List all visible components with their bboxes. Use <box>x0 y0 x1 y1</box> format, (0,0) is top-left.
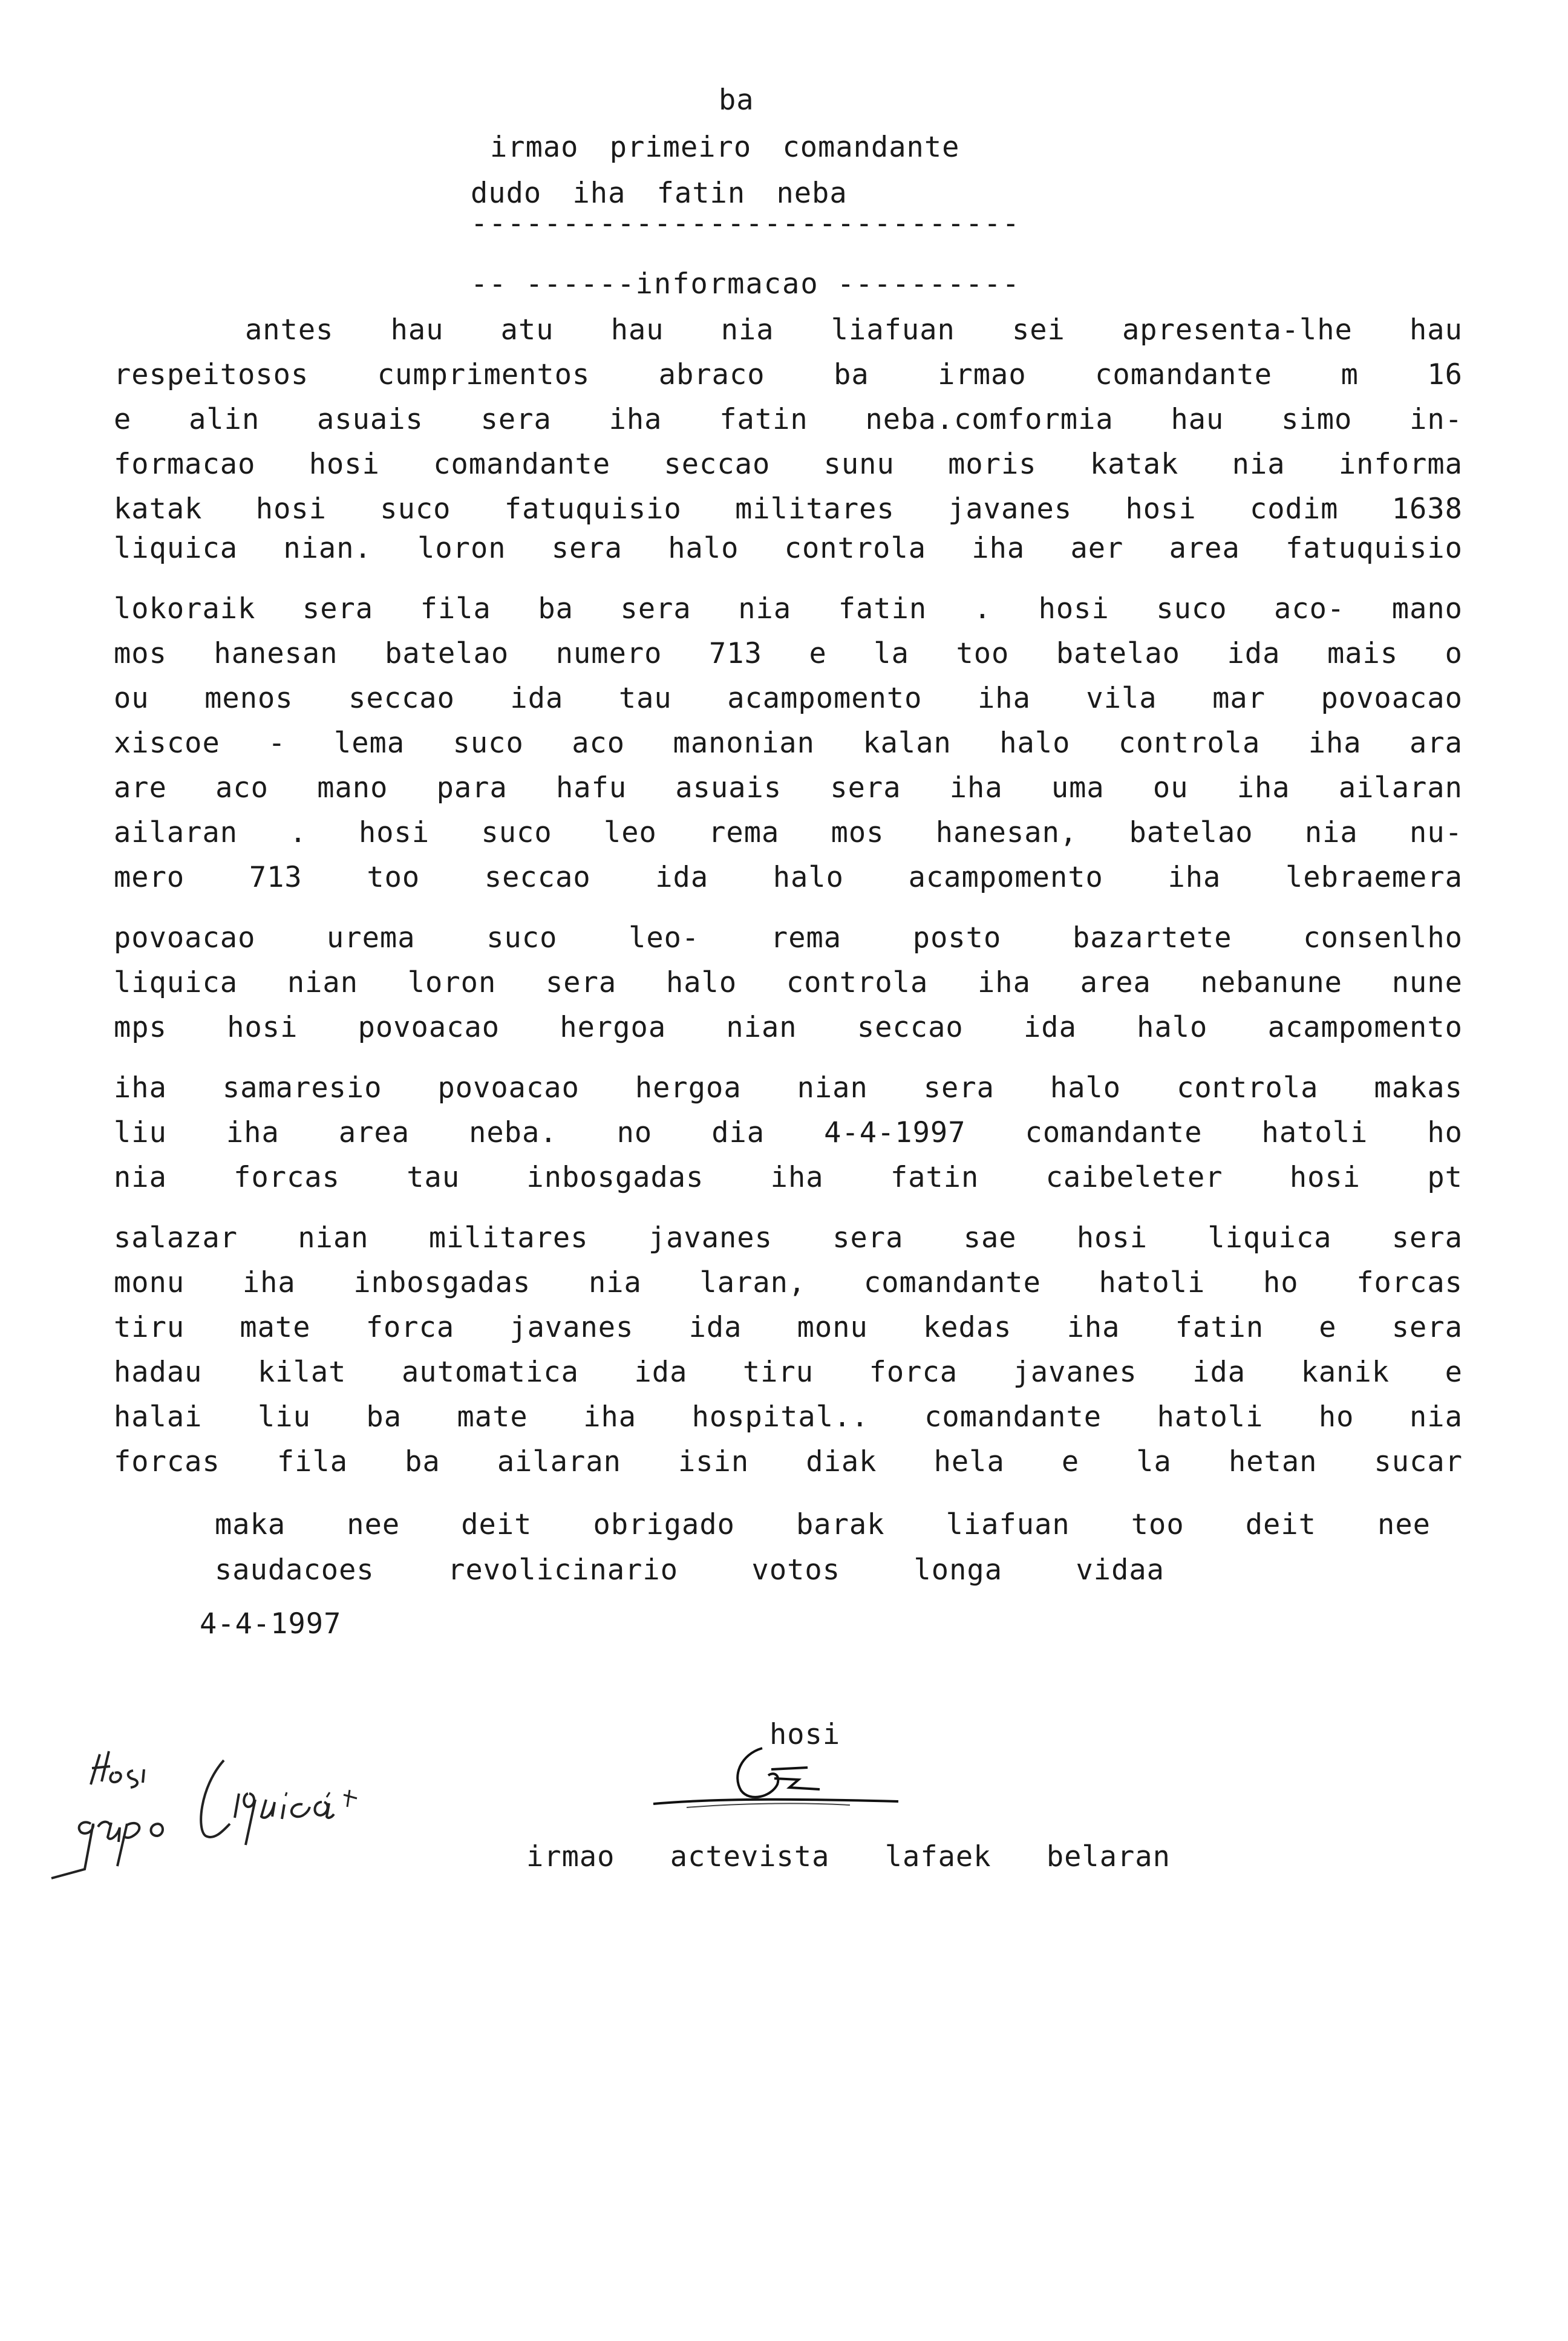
word: militares <box>735 492 895 526</box>
word: consenlho <box>1303 921 1463 955</box>
word: iha <box>242 1265 296 1299</box>
word: e <box>1061 1445 1080 1478</box>
word: 1638 <box>1391 492 1463 526</box>
closing-line <box>215 1506 1431 1543</box>
word: povoacao <box>358 1010 500 1044</box>
word: liafuan <box>946 1507 1070 1541</box>
word: asuais <box>675 771 782 805</box>
word: javanes <box>1013 1355 1137 1389</box>
word: sae <box>963 1221 1017 1255</box>
word: longa <box>913 1553 1002 1587</box>
word: diak <box>806 1445 877 1478</box>
word: la <box>1136 1445 1172 1478</box>
word: lema <box>333 726 405 760</box>
word: sera <box>830 771 901 805</box>
word: ba <box>366 1400 402 1434</box>
word: ida <box>1023 1010 1077 1044</box>
word: suco <box>486 921 558 955</box>
word: hatoli <box>1157 1400 1264 1434</box>
word: kalan <box>863 726 952 760</box>
word: loron <box>407 965 497 999</box>
word: fatuquisio <box>1285 531 1463 565</box>
word: neba. <box>469 1115 558 1149</box>
word: ara <box>1410 726 1463 760</box>
word: sunu <box>823 447 895 481</box>
word: fila <box>420 592 491 625</box>
word: kedas <box>923 1310 1012 1344</box>
word: nia <box>720 313 774 347</box>
word: liu <box>258 1400 311 1434</box>
word: dia <box>711 1115 765 1149</box>
word: sera <box>620 592 691 625</box>
word: caibeleter <box>1045 1160 1223 1194</box>
body-line <box>114 964 1463 1001</box>
word: forca <box>365 1310 455 1344</box>
body-line <box>114 859 1463 895</box>
word: monu <box>797 1310 868 1344</box>
body-line <box>114 725 1463 761</box>
word: javanes <box>648 1221 773 1255</box>
word: sucar <box>1374 1445 1463 1478</box>
word: nia <box>738 592 792 625</box>
word: nia <box>588 1265 642 1299</box>
word: hatoli <box>1261 1115 1368 1149</box>
word: too <box>367 860 420 894</box>
header-to-prefix: ba <box>719 83 754 117</box>
word: povoacao <box>437 1071 580 1105</box>
body-line <box>114 1159 1463 1195</box>
word: 713 <box>249 860 302 894</box>
body-line <box>114 356 1463 393</box>
word: acampomento <box>1267 1010 1463 1044</box>
word: tiru <box>742 1355 814 1389</box>
word: uma <box>1051 771 1105 805</box>
body-line <box>114 446 1463 482</box>
word: nebanune <box>1200 965 1342 999</box>
word: comandante <box>433 447 611 481</box>
word: simo <box>1281 402 1353 436</box>
word: liu <box>114 1115 167 1149</box>
word: alin <box>189 402 260 436</box>
word: iha <box>1308 726 1362 760</box>
word: nia <box>1304 815 1358 849</box>
word: controla <box>1118 726 1261 760</box>
word: hafu <box>555 771 627 805</box>
body-line <box>114 401 1463 437</box>
word: apresenta-lhe <box>1122 313 1353 347</box>
body-line <box>114 1219 1463 1256</box>
word: hosi <box>358 815 430 849</box>
word: hergoa <box>560 1010 667 1044</box>
word: tiru <box>114 1310 185 1344</box>
word: . <box>973 592 992 625</box>
word: aco <box>572 726 626 760</box>
word: ailaran <box>114 815 238 849</box>
word: hau <box>1171 402 1224 436</box>
word: tau <box>618 681 672 715</box>
word: seccao <box>664 447 771 481</box>
word: vidaa <box>1076 1553 1165 1587</box>
word: samaresio <box>222 1071 382 1105</box>
word: iha <box>770 1160 824 1194</box>
word: comandante <box>1025 1115 1203 1149</box>
word: abraco <box>658 358 765 391</box>
word: are <box>114 771 167 805</box>
word: loron <box>417 531 506 565</box>
word: xiscoe <box>114 726 220 760</box>
word: katak <box>114 492 203 526</box>
word: fatin <box>838 592 927 625</box>
word: hela <box>933 1445 1005 1478</box>
closing-line <box>215 1552 1165 1588</box>
word: seccao <box>348 681 455 715</box>
word: nian <box>797 1071 868 1105</box>
word: 4-4-1997 <box>824 1115 966 1149</box>
word: hosi <box>309 447 380 481</box>
subject-line: -- ------informacao ---------- <box>471 267 1021 301</box>
word: javanes <box>948 492 1073 526</box>
word: nia <box>114 1160 167 1194</box>
word: sera <box>923 1071 995 1105</box>
word: informa <box>1338 447 1463 481</box>
body-line <box>114 919 1463 956</box>
word: deit <box>1245 1507 1316 1541</box>
word: e <box>114 402 132 436</box>
word: nia <box>1232 447 1285 481</box>
word: nu- <box>1410 815 1463 849</box>
word: suco <box>380 492 451 526</box>
word: suco <box>481 815 552 849</box>
word: pt <box>1427 1160 1463 1194</box>
word: sera <box>302 592 374 625</box>
word: ida <box>1192 1355 1246 1389</box>
word: katak <box>1089 447 1179 481</box>
word: mps <box>114 1010 167 1044</box>
word: nian. <box>283 531 372 565</box>
word: in- <box>1410 402 1463 436</box>
word: hau <box>1410 313 1463 347</box>
word: mate <box>240 1310 311 1344</box>
word: ba <box>405 1445 440 1478</box>
word: hosi <box>1038 592 1109 625</box>
word: too <box>1131 1507 1184 1541</box>
word: tau <box>407 1160 460 1194</box>
word: inbosgadas <box>526 1160 704 1194</box>
word: automatica <box>402 1355 579 1389</box>
word: ida <box>1227 636 1281 670</box>
word: para <box>436 771 508 805</box>
word: ida <box>634 1355 688 1389</box>
word: ailaran <box>497 1445 621 1478</box>
word: javanes <box>509 1310 634 1344</box>
body-line <box>114 1264 1463 1301</box>
word: batelao <box>1056 636 1180 670</box>
word: area <box>1169 531 1240 565</box>
word: posto <box>912 921 1002 955</box>
word: halo <box>665 965 737 999</box>
word: halo <box>773 860 844 894</box>
word: iha <box>978 965 1031 999</box>
word: militares <box>428 1221 589 1255</box>
signature-from: hosi <box>769 1718 841 1751</box>
word: iha <box>949 771 1003 805</box>
word: aco <box>215 771 269 805</box>
word: fatin <box>1175 1310 1264 1344</box>
word: mos <box>831 815 884 849</box>
body-line <box>114 491 1463 527</box>
word: formacao <box>114 447 256 481</box>
word: mate <box>457 1400 528 1434</box>
word: monu <box>114 1265 185 1299</box>
word: lebraemera <box>1285 860 1463 894</box>
word: leo- <box>629 921 700 955</box>
word: no <box>616 1115 653 1149</box>
word: seccao <box>857 1010 964 1044</box>
word: sera <box>480 402 552 436</box>
word: irmao <box>938 358 1027 391</box>
word: hetan <box>1228 1445 1318 1478</box>
word: ho <box>1263 1265 1299 1299</box>
word: hosi <box>1289 1160 1361 1194</box>
word: bazartete <box>1072 921 1232 955</box>
word: kilat <box>258 1355 347 1389</box>
word: mano <box>1391 592 1463 625</box>
word: nian <box>287 965 359 999</box>
word: comandante <box>924 1400 1102 1434</box>
header-rule: ------------------------------ <box>471 207 1021 240</box>
word: mero <box>114 860 185 894</box>
word: laran, <box>699 1265 806 1299</box>
word: sera <box>832 1221 904 1255</box>
word: iha <box>1168 860 1221 894</box>
word: fatin <box>890 1160 979 1194</box>
word: obrigado <box>593 1507 735 1541</box>
word: - <box>268 726 286 760</box>
word: liquica <box>1207 1221 1332 1255</box>
handwritten-note-drawing <box>42 1739 381 1884</box>
word: moris <box>948 447 1037 481</box>
word: acampomento <box>908 860 1103 894</box>
word: barak <box>796 1507 885 1541</box>
word: fatuquisio <box>504 492 682 526</box>
word: forca <box>869 1355 958 1389</box>
word: forcas <box>234 1160 340 1194</box>
word: nia <box>1410 1400 1463 1434</box>
word: hergoa <box>635 1071 742 1105</box>
word: isin <box>678 1445 750 1478</box>
word: respeitosos <box>114 358 309 391</box>
word: m <box>1341 358 1359 391</box>
body-line <box>114 1309 1463 1345</box>
word: ba <box>834 358 869 391</box>
word: aer <box>1070 531 1124 565</box>
word: controla <box>784 531 927 565</box>
word: ou <box>1152 771 1189 805</box>
word: urema <box>327 921 416 955</box>
word: area <box>338 1115 410 1149</box>
word: numero <box>555 636 662 670</box>
word: 16 <box>1427 358 1463 391</box>
word: iha <box>978 681 1031 715</box>
word: halo <box>1137 1010 1208 1044</box>
word: fatin <box>719 402 808 436</box>
word: menos <box>204 681 293 715</box>
word: suco <box>452 726 524 760</box>
word: o <box>1445 636 1463 670</box>
body-line <box>114 680 1463 716</box>
word: . <box>289 815 307 849</box>
word: povoacao <box>114 921 256 955</box>
word: sera <box>1391 1221 1463 1255</box>
word: inbosgadas <box>353 1265 531 1299</box>
word: ba <box>538 592 573 625</box>
word: nian <box>726 1010 797 1044</box>
word: hosi <box>1125 492 1197 526</box>
word: liquica <box>114 965 238 999</box>
word: makas <box>1374 1071 1463 1105</box>
word: comandante <box>1095 358 1273 391</box>
word: revolicinario <box>448 1553 679 1587</box>
body-line <box>245 312 1463 348</box>
header-location: dudo iha fatin neba <box>471 177 848 210</box>
word: hospital.. <box>691 1400 869 1434</box>
word: halo <box>1050 1071 1122 1105</box>
body-line <box>114 769 1463 806</box>
signature-title: irmao actevista lafaek belaran <box>526 1840 1171 1873</box>
word: mos <box>114 636 167 670</box>
word: codim <box>1249 492 1339 526</box>
word: hosi <box>227 1010 298 1044</box>
word: asuais <box>317 402 423 436</box>
word: ida <box>688 1310 742 1344</box>
word: hau <box>390 313 444 347</box>
word: la <box>874 636 909 670</box>
word: sei <box>1011 313 1065 347</box>
word: povoacao <box>1321 681 1463 715</box>
body-line <box>114 1399 1463 1435</box>
word: lokoraik <box>114 592 256 625</box>
word: atu <box>500 313 554 347</box>
word: deit <box>461 1507 532 1541</box>
word: fila <box>276 1445 348 1478</box>
letter-date: 4-4-1997 <box>200 1607 342 1641</box>
word: forcas <box>1356 1265 1463 1299</box>
word: maka <box>215 1507 286 1541</box>
word: controla <box>786 965 929 999</box>
word: kanik <box>1301 1355 1390 1389</box>
word: ho <box>1318 1400 1354 1434</box>
word: rema <box>770 921 842 955</box>
body-line <box>114 590 1463 627</box>
word: hanesan <box>214 636 338 670</box>
signature-scribble <box>650 1742 904 1815</box>
word: hanesan, <box>935 815 1078 849</box>
word: forcas <box>114 1445 220 1478</box>
word: hau <box>610 313 664 347</box>
word: nian <box>298 1221 369 1255</box>
word: sera <box>1391 1310 1463 1344</box>
word: nee <box>1377 1507 1431 1541</box>
word: area <box>1080 965 1151 999</box>
word: ou <box>114 681 149 715</box>
word: aco- <box>1274 592 1345 625</box>
word: batelao <box>385 636 509 670</box>
word: mais <box>1327 636 1399 670</box>
word: hosi <box>1076 1221 1148 1255</box>
body-line <box>114 1009 1463 1045</box>
body-line <box>114 1354 1463 1390</box>
word: hatoli <box>1099 1265 1206 1299</box>
word: ida <box>655 860 709 894</box>
word: too <box>956 636 1010 670</box>
word: e <box>1445 1355 1463 1389</box>
body-line <box>114 1443 1463 1480</box>
word: saudacoes <box>215 1553 374 1587</box>
word: 713 <box>709 636 762 670</box>
word: mar <box>1212 681 1266 715</box>
word: antes <box>245 313 334 347</box>
word: controla <box>1177 1071 1319 1105</box>
word: sera <box>546 965 617 999</box>
body-line <box>114 814 1463 851</box>
body-line <box>114 530 1463 566</box>
word: liafuan <box>831 313 955 347</box>
word: suco <box>1156 592 1227 625</box>
word: ida <box>510 681 564 715</box>
word: acampomento <box>727 681 923 715</box>
word: salazar <box>114 1221 238 1255</box>
word: sera <box>551 531 622 565</box>
word: cumprimentos <box>377 358 590 391</box>
word: neba.comformia <box>865 402 1114 436</box>
word: hadau <box>114 1355 203 1389</box>
body-line <box>114 1069 1463 1106</box>
word: ho <box>1427 1115 1463 1149</box>
word: ailaran <box>1338 771 1463 805</box>
word: iha <box>583 1400 637 1434</box>
word: iha <box>226 1115 279 1149</box>
word: halo <box>668 531 739 565</box>
word: iha <box>1067 1310 1120 1344</box>
word: iha <box>609 402 662 436</box>
word: rema <box>708 815 780 849</box>
word: e <box>1319 1310 1337 1344</box>
word: batelao <box>1129 815 1253 849</box>
word: mano <box>317 771 388 805</box>
word: iha <box>1236 771 1290 805</box>
word: liquica <box>114 531 238 565</box>
word: manonian <box>673 726 815 760</box>
word: nune <box>1391 965 1463 999</box>
word: iha <box>972 531 1025 565</box>
word: seccao <box>484 860 591 894</box>
body-line <box>114 635 1463 671</box>
word: hosi <box>255 492 327 526</box>
word: iha <box>114 1071 167 1105</box>
word: leo <box>603 815 657 849</box>
word: votos <box>751 1553 841 1587</box>
header-recipient: irmao primeiro comandante <box>490 131 960 164</box>
word: vila <box>1086 681 1157 715</box>
word: halo <box>999 726 1071 760</box>
word: e <box>809 636 827 670</box>
body-line <box>114 1114 1463 1151</box>
word: nee <box>347 1507 400 1541</box>
word: halai <box>114 1400 203 1434</box>
word: comandante <box>863 1265 1041 1299</box>
